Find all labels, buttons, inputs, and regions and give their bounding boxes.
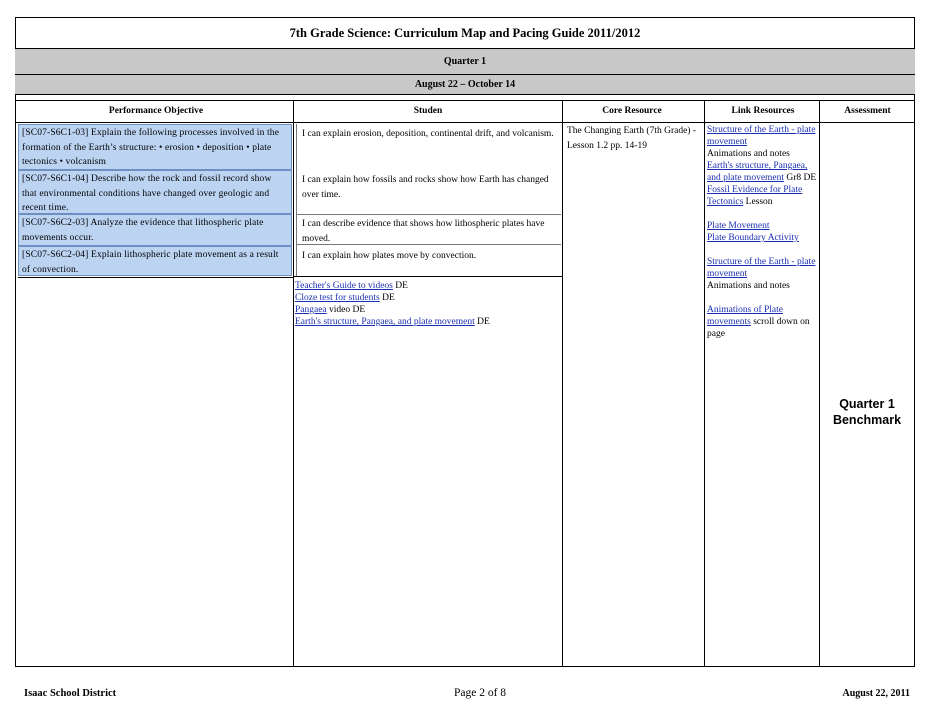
header-assessment: Assessment (844, 106, 891, 116)
header-student: Studen (413, 106, 443, 116)
student-statement: I can describe evidence that shows how lithospheric plates have moved. (302, 219, 545, 244)
student-statement: I can explain how fossils and rocks show how Earth has changed over time. (302, 175, 549, 200)
link-resources: Structure of the Earth - plate movement Animations and notes Earth's structure, Pangaea, and plate movement Gr8 DE Fossil Evidence for Plate Tectonics Lesson Plate Movement Plate Boundary Activity Structure of the Earth - plate movement Animations and notes Animations of Plate movements scroll down on page (707, 124, 819, 340)
structure-earth-link-2[interactable]: Structure of the Earth - plate movement (707, 257, 816, 279)
objectives-bottom-line (18, 277, 293, 278)
student-row-line (296, 214, 561, 215)
column-divider-4 (819, 100, 820, 667)
header-top-line (15, 100, 915, 101)
pangaea-link[interactable]: Pangaea (295, 305, 327, 315)
column-divider-3 (704, 100, 705, 667)
structure-earth-link[interactable]: Structure of the Earth - plate movement (707, 125, 816, 147)
teachers-guide-link[interactable]: Teacher's Guide to videos (295, 281, 393, 291)
column-divider-1 (293, 100, 294, 667)
column-divider-5 (914, 100, 915, 667)
objective-cell: [SC07-S6C2-04] Explain lithospheric plate movement as a result of convection. (18, 246, 292, 276)
earths-structure-gr8-link[interactable]: Earth's structure, Pangaea, and plate movement (707, 161, 808, 183)
page-title: 7th Grade Science: Curriculum Map and Pacing Guide 2011/2012 (15, 17, 915, 49)
core-resource-text: The Changing Earth (7th Grade) - Lesson 1.2 pp. 14-19 (567, 126, 696, 151)
fossil-evidence-link[interactable]: Fossil Evidence for Plate Tectonics (707, 185, 803, 207)
animations-note: Animations and notes (707, 149, 790, 159)
objective-cell: [SC07-S6C1-04] Describe how the rock and fossil record show that environmental conditions have changed over geologic and recent time. (18, 170, 292, 214)
student-statement: I can explain erosion, deposition, continental drift, and volcanism. (302, 129, 554, 139)
footer-page-number: Page 2 of 8 (453, 687, 507, 699)
date-range-band: August 22 – October 14 (15, 75, 915, 95)
assessment-benchmark: Quarter 1 Benchmark (832, 397, 902, 427)
cloze-test-link[interactable]: Cloze test for students (295, 293, 380, 303)
animations-plate-movements-link[interactable]: Animations of Plate movements (707, 305, 783, 327)
objective-cell: [SC07-S6C2-03] Analyze the evidence that lithospheric plate movements occur. (18, 214, 292, 246)
student-bottom-line (293, 276, 562, 277)
student-links: Teacher's Guide to videos DE Cloze test for students DE Pangaea video DE Earth's structure, Pangaea, and plate movement DE (295, 281, 490, 327)
footer-date: August 22, 2011 (842, 688, 910, 699)
earths-structure-link[interactable]: Earth's structure, Pangaea, and plate movement (295, 317, 475, 327)
animations-note-2: Animations and notes (707, 281, 790, 291)
header-core-resource: Core Resource (602, 106, 662, 116)
objective-cell: [SC07-S6C1-03] Explain the following processes involved in the formation of the Earth’s structure: • erosion • deposition • plate tectonics • volcanism (18, 124, 292, 170)
plate-boundary-activity-link[interactable]: Plate Boundary Activity (707, 233, 799, 243)
student-inner-border (296, 124, 297, 276)
quarter-band: Quarter 1 (15, 49, 915, 75)
header-link-resources: Link Resources (731, 106, 795, 116)
student-statement: I can explain how plates move by convection. (302, 251, 477, 261)
header-bottom-line (15, 122, 915, 123)
footer-district: Isaac School District (24, 688, 117, 699)
plate-movement-link[interactable]: Plate Movement (707, 221, 770, 231)
student-row-line (296, 244, 561, 245)
header-performance-objective: Performance Objective (108, 106, 204, 116)
